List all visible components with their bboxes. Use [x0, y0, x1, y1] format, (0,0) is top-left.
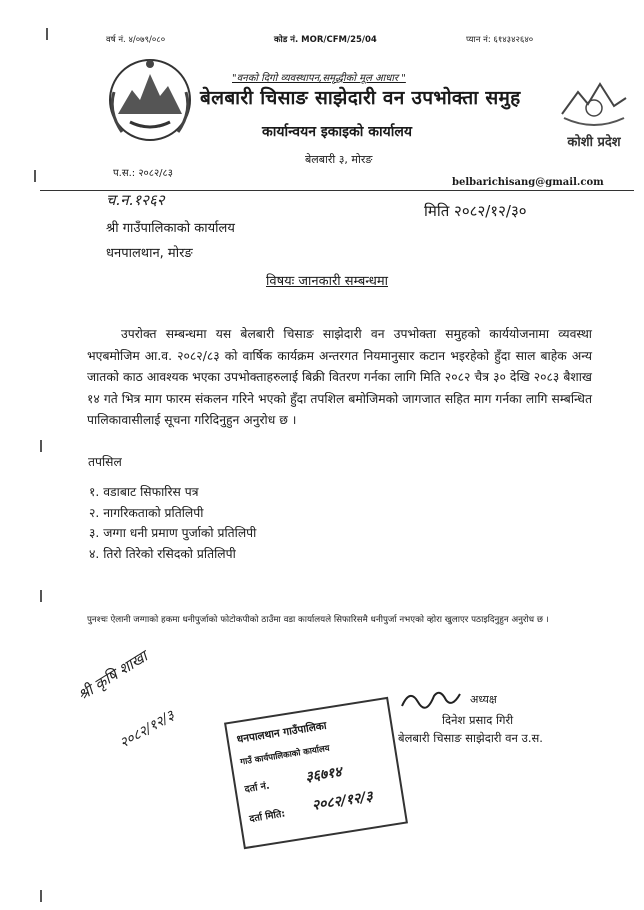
- chalani-number: च.न.१२६२: [106, 191, 165, 209]
- stamp-darta-date: २०८२/१२/३: [310, 788, 374, 814]
- list-item: ३. जग्गा धनी प्रमाण पुर्जाको प्रतिलिपी: [89, 526, 257, 540]
- margin-mark: [46, 28, 48, 40]
- koshi-logo-text: कोशी प्रदेश: [567, 135, 621, 150]
- organization-name: बेलबारी चिसाङ साझेदारी वन उपभोक्ता समुह: [200, 87, 521, 109]
- postscript-note: पुनश्चः ऐलानी जग्गाको हकमा धनीपुर्जाको फोटोकपीको ठाउँमा वडा कार्यालयले सिफारिसमै धनीपुर्जा नभएको व्होरा खुलाएर पठाइदिनुहुन अनुरोध छ ।: [87, 615, 549, 625]
- email-address: belbarichisang@gmail.com: [452, 177, 604, 188]
- koshi-province-logo: [556, 78, 632, 162]
- letter-date: मिति २०८२/१२/३०: [424, 202, 527, 220]
- signatory-name: दिनेश प्रसाद गिरी: [442, 713, 514, 727]
- fiscal-year-ps: प.स.: २०८२/८३: [113, 168, 173, 179]
- code-number: कोड नं. MOR/CFM/25/04: [274, 35, 377, 45]
- office-address: बेलबारी ३, मोरङ: [305, 153, 373, 166]
- list-item: ४. तिरो तिरेको रसिदको प्रतिलिपी: [89, 547, 236, 561]
- pan-number: प्यान नं: ६१४३४२६४०: [466, 35, 534, 45]
- year-number: वर्ष नं. ४/०७९/०८०: [106, 35, 166, 45]
- stamp-darta-date-label: दर्ता मिति:: [248, 808, 286, 825]
- margin-mark: [34, 170, 36, 182]
- list-item: १. वडाबाट सिफारिस पत्र: [89, 485, 199, 499]
- handwritten-note: श्री कृषि शाखा: [74, 647, 151, 705]
- office-name: कार्यान्वयन इकाइको कार्यालय: [262, 124, 412, 140]
- margin-mark: [40, 590, 42, 602]
- stamp-office-subtitle: गाउँ कार्यपालिकाको कार्यालय: [239, 743, 331, 768]
- list-item: २. नागरिकताको प्रतिलिपी: [89, 506, 204, 520]
- signatory-title: अध्यक्ष: [470, 693, 497, 706]
- signature-scribble: [400, 686, 466, 712]
- letter-body: उपरोक्त सम्बन्धमा यस बेलबारी चिसाङ साझेदारी वन उपभोक्ता समुहको कार्ययोजनामा व्यवस्था भएबमोजिम आ.व. २०८२/८३ को वार्षिक कार्यक्रम अन्तरगत नियमानुसार कटान भइरहेको हुँदा साल बाहेक अन्य जातको काठ आवश्यक भएका उपभोक्ताहरुलाई बिक्री वितरण गर्नका लागि मिति २०८२ चैत्र ३० देखि २०८३ बैशाख १४ गते भित्र माग फारम संकलन गरिने भएको हुँदा तपशिल बमोजिमको जागजात सहित माग गर्नका लागि सम्बन्धित पालिकावासीलाई सूचना गरिदिनुहुन अनुरोध छ ।: [87, 327, 592, 427]
- margin-mark: [40, 890, 42, 902]
- signatory-org: बेलबारी चिसाङ साझेदारी वन उ.स.: [398, 731, 543, 745]
- subject-line: विषयः जानकारी सम्बन्धमा: [266, 274, 388, 289]
- tapsil-label: तपसिल: [88, 455, 122, 469]
- stamp-darta-no: ३६७१४: [304, 764, 343, 786]
- registration-stamp: [224, 697, 408, 849]
- recipient-office: श्री गाउँपालिकाको कार्यालय: [106, 221, 235, 236]
- handwritten-date: २०८२/१२/३: [117, 707, 178, 752]
- stamp-office: धनपालथान गाउँपालिका: [235, 719, 328, 746]
- stamp-darta-no-label: दर्ता नं.: [243, 780, 271, 796]
- recipient-address: धनपालथान, मोरङ: [106, 246, 193, 261]
- margin-mark: [40, 440, 42, 452]
- nepal-emblem-logo: [104, 52, 196, 148]
- motto: "वनको दिगो व्यवस्थापन,समृद्धीको मूल आधार ": [232, 73, 406, 84]
